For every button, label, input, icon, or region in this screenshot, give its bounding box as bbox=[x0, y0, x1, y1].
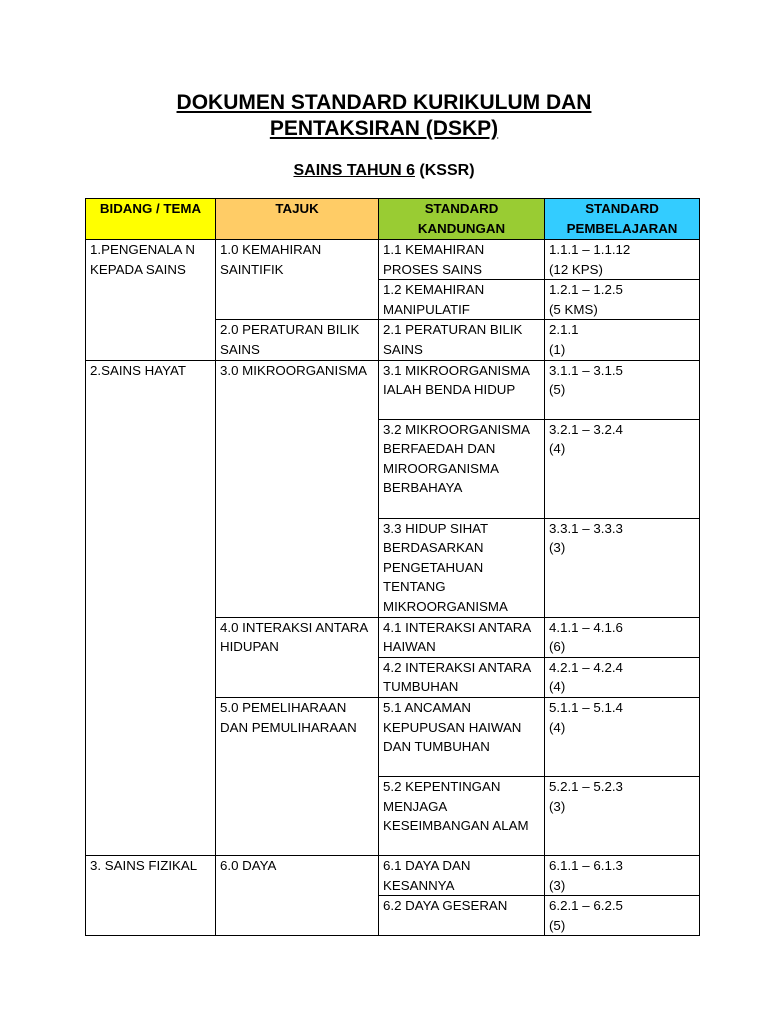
pembelajaran-range: 4.1.1 – 4.1.6 bbox=[549, 619, 623, 635]
pembelajaran-cell bbox=[545, 776, 700, 855]
pembelajaran-count: (5) bbox=[549, 917, 566, 933]
header-tajuk: TAJUK bbox=[216, 199, 379, 240]
table-row bbox=[86, 360, 700, 419]
kandungan-cell: 6.2 DAYA GESERAN bbox=[379, 896, 545, 936]
bidang-cell: 3. SAINS FIZIKAL bbox=[86, 855, 216, 935]
kandungan-cell: 4.2 INTERAKSI ANTARA TUMBUHAN bbox=[379, 657, 545, 697]
kandungan-cell: 2.1 PERATURAN BILIK SAINS bbox=[379, 320, 545, 360]
kandungan-cell: 5.1 ANCAMAN KEPUPUSAN HAIWAN DAN TUMBUHAN bbox=[379, 697, 545, 776]
tajuk-cell: 6.0 DAYA bbox=[216, 855, 379, 935]
kandungan-cell: 5.2 KEPENTINGAN MENJAGA KESEIMBANGAN ALAM bbox=[379, 776, 545, 855]
kandungan-cell: 4.1 INTERAKSI ANTARA HAIWAN bbox=[379, 617, 545, 657]
pembelajaran-range: 3.3.1 – 3.3.3 bbox=[549, 520, 623, 536]
pembelajaran-cell bbox=[545, 419, 700, 518]
pembelajaran-count: (4) bbox=[549, 679, 566, 695]
pembelajaran-count: (4) bbox=[549, 719, 566, 735]
title-line-2: PENTAKSIRAN (DSKP) bbox=[269, 117, 499, 140]
kandungan-cell: 1.2 KEMAHIRAN MANIPULATIF bbox=[379, 280, 545, 320]
pembelajaran-cell bbox=[545, 280, 700, 320]
pembelajaran-range: 2.1.1 bbox=[549, 322, 579, 338]
document-title bbox=[0, 90, 768, 142]
kandungan-cell: 6.1 DAYA DAN KESANNYA bbox=[379, 855, 545, 895]
pembelajaran-count: (6) bbox=[549, 639, 566, 655]
pembelajaran-cell bbox=[545, 360, 700, 419]
pembelajaran-range: 4.2.1 – 4.2.4 bbox=[549, 659, 623, 675]
pembelajaran-count: (3) bbox=[549, 540, 566, 556]
pembelajaran-cell bbox=[545, 617, 700, 657]
pembelajaran-count: (5 KMS) bbox=[549, 301, 598, 317]
tajuk-cell: 3.0 MIKROORGANISMA bbox=[216, 360, 379, 617]
subtitle-kssr: (KSSR) bbox=[414, 162, 475, 179]
bidang-cell: 1.PENGENALA N KEPADA SAINS bbox=[86, 240, 216, 361]
kandungan-cell: 1.1 KEMAHIRAN PROSES SAINS bbox=[379, 240, 545, 280]
table-row bbox=[86, 240, 700, 280]
table-header-row bbox=[86, 199, 700, 240]
kandungan-cell: 3.3 HIDUP SIHAT BERDASARKAN PENGETAHUAN TENTANG MIKROORGANISMA bbox=[379, 518, 545, 617]
pembelajaran-cell bbox=[545, 697, 700, 776]
tajuk-cell: 5.0 PEMELIHARAAN DAN PEMULIHARAAN bbox=[216, 697, 379, 855]
header-standard-kandungan: STANDARD KANDUNGAN bbox=[379, 199, 545, 240]
pembelajaran-cell bbox=[545, 320, 700, 360]
pembelajaran-range: 6.2.1 – 6.2.5 bbox=[549, 898, 623, 914]
pembelajaran-cell bbox=[545, 657, 700, 697]
pembelajaran-count: (1) bbox=[549, 341, 566, 357]
kandungan-cell: 3.2 MIKROORGANISMA BERFAEDAH DAN MIROORGANISMA BERBAHAYA bbox=[379, 419, 545, 518]
header-standard-pembelajaran: STANDARD PEMBELAJARAN bbox=[545, 199, 700, 240]
pembelajaran-range: 3.1.1 – 3.1.5 bbox=[549, 362, 623, 378]
table-row bbox=[86, 855, 700, 895]
title-line-1: DOKUMEN STANDARD KURIKULUM DAN bbox=[176, 91, 592, 114]
pembelajaran-count: (4) bbox=[549, 441, 566, 457]
tajuk-cell: 4.0 INTERAKSI ANTARA HIDUPAN bbox=[216, 617, 379, 697]
pembelajaran-range: 6.1.1 – 6.1.3 bbox=[549, 857, 623, 873]
pembelajaran-range: 1.2.1 – 1.2.5 bbox=[549, 282, 623, 298]
pembelajaran-cell bbox=[545, 518, 700, 617]
pembelajaran-cell bbox=[545, 855, 700, 895]
pembelajaran-range: 3.2.1 – 3.2.4 bbox=[549, 421, 623, 437]
tajuk-cell: 2.0 PERATURAN BILIK SAINS bbox=[216, 320, 379, 360]
pembelajaran-count: (5) bbox=[549, 382, 566, 398]
pembelajaran-cell bbox=[545, 240, 700, 280]
subtitle-subject: SAINS TAHUN 6 bbox=[293, 162, 415, 179]
header-bidang-tema: BIDANG / TEMA bbox=[86, 199, 216, 240]
pembelajaran-cell bbox=[545, 896, 700, 936]
bidang-cell: 2.SAINS HAYAT bbox=[86, 360, 216, 855]
pembelajaran-range: 5.1.1 – 5.1.4 bbox=[549, 699, 623, 715]
pembelajaran-count: (12 KPS) bbox=[549, 261, 603, 277]
pembelajaran-range: 5.2.1 – 5.2.3 bbox=[549, 778, 623, 794]
curriculum-table bbox=[85, 198, 700, 936]
pembelajaran-range: 1.1.1 – 1.1.12 bbox=[549, 242, 631, 257]
pembelajaran-count: (3) bbox=[549, 798, 566, 814]
document-subtitle bbox=[0, 162, 768, 180]
kandungan-cell: 3.1 MIKROORGANISMA IALAH BENDA HIDUP bbox=[379, 360, 545, 419]
tajuk-cell: 1.0 KEMAHIRAN SAINTIFIK bbox=[216, 240, 379, 320]
pembelajaran-count: (3) bbox=[549, 877, 566, 893]
